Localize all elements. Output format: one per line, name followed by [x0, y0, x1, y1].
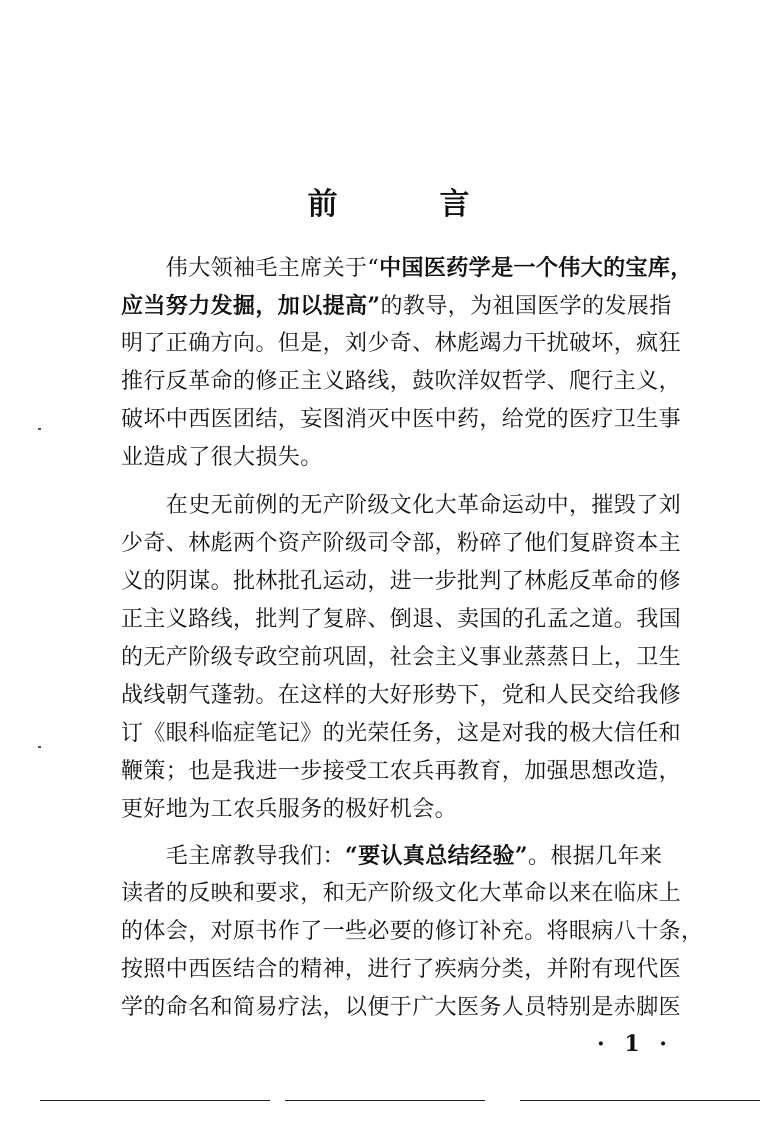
text-segment: 业造成了很大损失。 — [121, 445, 323, 470]
text-segment: 订《眼科临症笔记》的光荣任务，这是对我的极大信任和 — [121, 721, 682, 746]
text-line — [121, 605, 691, 635]
text-segment: 少奇、林彪两个资产阶级司令部，粉碎了他们复辟资本主 — [121, 531, 682, 556]
text-segment: 的无产阶级专政空前巩固，社会主义事业蒸蒸日上，卫生 — [121, 645, 682, 670]
emphasized-quote: 中国医药学是一个伟大的宝库， — [379, 255, 693, 281]
text-segment: 在史无前例的无产阶级文化大革命运动中，摧毁了刘 — [121, 493, 682, 518]
page-number: · 1 · — [597, 1031, 673, 1057]
text-line — [121, 529, 691, 559]
text-segment: 明了正确方向。但是，刘少奇、林彪竭力干扰破坏，疯狂 — [121, 331, 682, 356]
text-line — [121, 405, 691, 435]
text-segment: 按照中西医结合的精神，进行了疾病分类，并附有现代医 — [121, 957, 682, 982]
text-line — [121, 443, 691, 473]
text-line — [121, 879, 691, 909]
text-line — [121, 795, 691, 825]
emphasized-quote: “要认真总结经验” — [345, 843, 528, 869]
text-segment: 读者的反映和要求，和无产阶级文化大革命以来在临床上 — [121, 881, 682, 906]
text-line — [121, 719, 691, 749]
text-segment: 破坏中西医团结，妄图消灭中医中药，给党的医疗卫生事 — [121, 407, 682, 432]
text-line — [121, 955, 691, 985]
text-line — [121, 757, 691, 787]
text-line — [121, 841, 691, 872]
text-line — [121, 329, 691, 359]
bottom-rule — [520, 1100, 760, 1101]
text-segment: 伟大领袖毛主席关于“ — [121, 256, 380, 281]
text-segment: 。根据几年来 — [527, 844, 663, 869]
text-line — [121, 681, 691, 711]
text-segment: 的体会，对原书作了一些必要的修订补充。将眼病八十条， — [121, 919, 704, 944]
text-segment: 毛主席教导我们： — [121, 844, 346, 869]
text-segment: 鞭策；也是我进一步接受工农兵再教育，加强思想改造， — [121, 759, 682, 784]
scan-mark — [38, 746, 41, 748]
text-line — [121, 567, 691, 597]
text-segment: 更好地为工农兵服务的极好机会。 — [121, 797, 458, 822]
text-segment: 推行反革命的修正主义路线，鼓吹洋奴哲学、爬行主义， — [121, 369, 682, 394]
bottom-rule — [285, 1100, 485, 1101]
bottom-rule — [40, 1100, 270, 1101]
text-line — [121, 291, 691, 322]
scan-mark — [38, 428, 41, 430]
text-line — [121, 491, 691, 521]
text-line — [121, 367, 691, 397]
text-segment: 义的阴谋。批林批孔运动，进一步批判了林彪反革命的修 — [121, 569, 682, 594]
text-line — [121, 643, 691, 673]
text-segment: 的教导，为祖国医学的发展指 — [380, 294, 672, 319]
text-segment: 战线朝气蓬勃。在这样的大好形势下，党和人民交给我修 — [121, 683, 682, 708]
text-segment: 学的命名和简易疗法，以便于广大医务人员特别是赤脚医 — [121, 995, 682, 1020]
page-title: 前 言 — [307, 187, 506, 222]
text-line — [121, 253, 691, 284]
text-segment: 正主义路线，批判了复辟、倒退、卖国的孔孟之道。我国 — [121, 607, 682, 632]
text-line — [121, 917, 704, 947]
emphasized-quote: 应当努力发掘，加以提高” — [121, 293, 381, 319]
text-line — [121, 993, 691, 1023]
